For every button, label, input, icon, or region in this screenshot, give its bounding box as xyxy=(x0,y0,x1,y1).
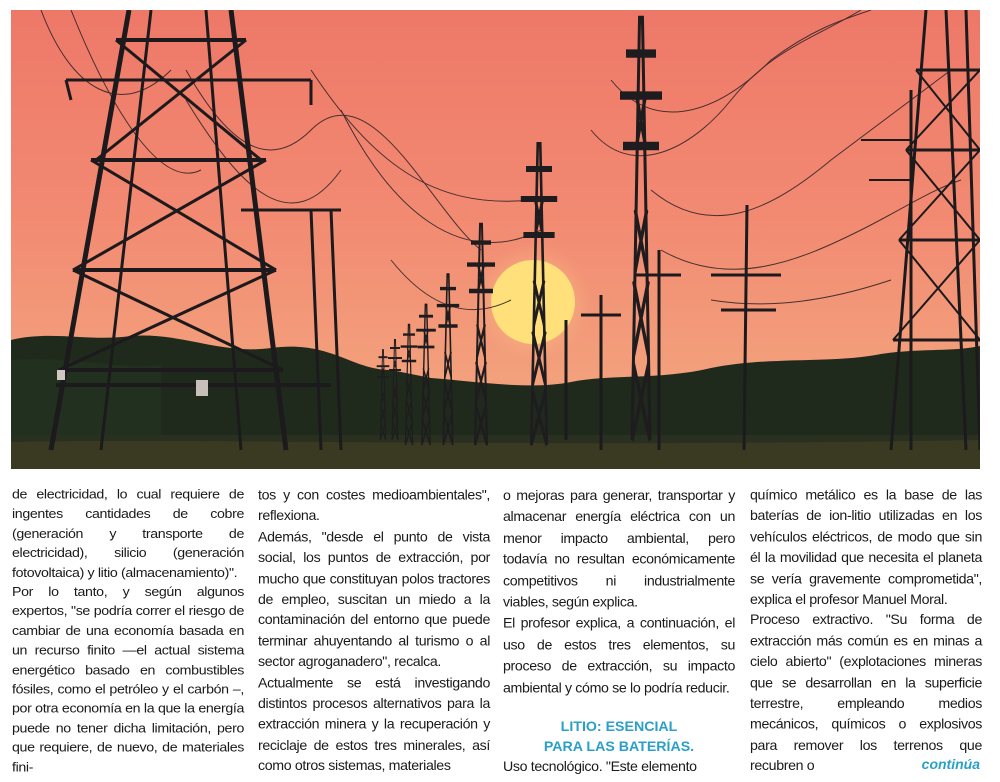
article-column-4 xyxy=(750,486,982,778)
paragraph: químico metálico es la base de las baterías de ion-litio utilizadas en los vehículos eléctricos, de modo que sin él la movilidad que necesita el planeta se vería gravemente comprometida", explica el profesor Manuel Moral. xyxy=(750,487,982,608)
article-column-2 xyxy=(258,486,490,778)
paragraph: Además, "desde el punto de vista social, los puntos de extracción, por mucho que constituyan polos tractores de empleo, suscitan un miedo a la contaminación del entorno que puede terminar ahuyentando al turismo o al sector agroganadero", recalca. xyxy=(258,529,490,671)
paragraph: Por lo tanto, y según algunos expertos, "se podría correr el riesgo de cambiar de una economía basada en un recurso finito —el actual sistema energético basado en combustibles fósiles, como el petróleo y el carbón –, por otra economía en la que la energía puede no tener dicha limitación, pero que requiere, de nuevo, de materiales fini- xyxy=(12,585,244,775)
continues-label: continúa xyxy=(921,756,980,772)
power-lines-sunset-photo xyxy=(11,10,980,469)
article-column-3 xyxy=(503,486,735,778)
paragraph: Proceso extractivo. "Su forma de extracción más común es en minas a cielo abierto" (explotaciones mineras que se desarrollan en la superficie terrestre, empleando medios mecánicos, químicos o explosivos para remover los terrenos que recubren o xyxy=(750,612,982,775)
paragraph: Actualmente se está investigando distintos procesos alternativos para la extracción minera y la recuperación y reciclaje de estos tres minerales, así como otros sistemas, materiales xyxy=(258,675,490,775)
paragraph: o mejoras para generar, transportar y almacenar energía eléctrica con un menor impacto ambiental, pero todavía no resultan económicamente competitivos ni industrialmente viables, según explica. xyxy=(503,487,735,611)
paragraph: tos y con costes medioambientales", reflexiona. xyxy=(258,487,490,525)
subheading-line-1: LITIO: ESENCIAL xyxy=(560,719,678,736)
paragraph: Uso tecnológico. "Este elemento xyxy=(503,759,697,776)
section-subheading xyxy=(503,717,735,757)
paragraph: El profesor explica, a continuación, el uso de estos tres elementos, su proceso de extracción, su impacto ambiental y cómo se lo podría reducir. xyxy=(503,615,735,696)
paragraph: de electricidad, lo cual requiere de ingentes cantidades de cobre (generación y transporte de electricidad), silicio (generación fotovoltaica) y litio (almacenamiento)". xyxy=(12,487,244,581)
article-column-1 xyxy=(12,486,244,778)
subheading-line-2: PARA LAS BATERÍAS. xyxy=(543,739,695,756)
